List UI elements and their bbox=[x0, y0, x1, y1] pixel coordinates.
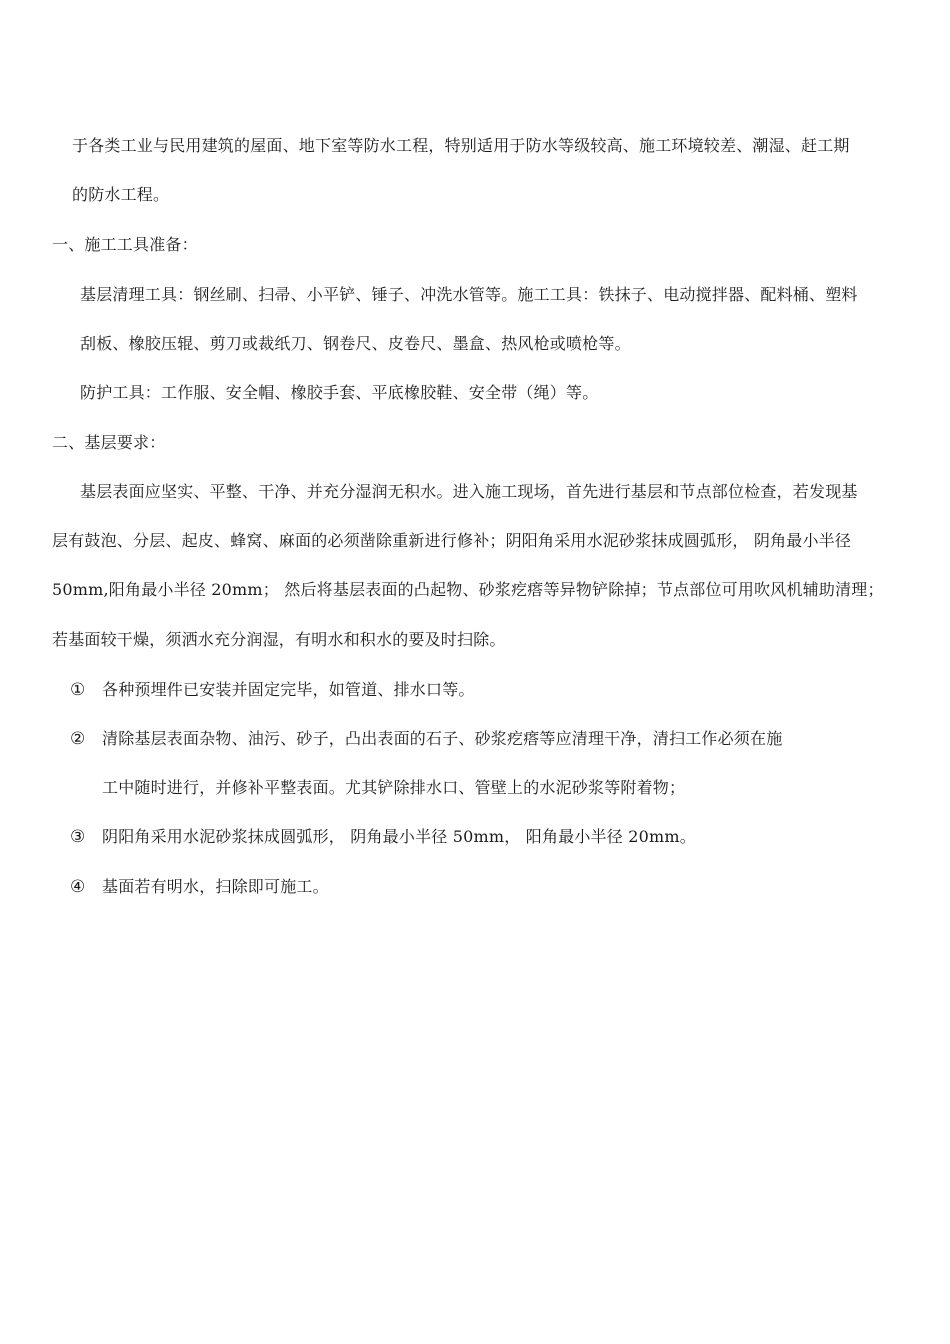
base-para-line-4: 若基面较干燥，须洒水充分润湿，有明水和积水的要及时扫除。 bbox=[52, 630, 506, 649]
item-marker: ④ bbox=[70, 877, 86, 897]
item-marker: ① bbox=[70, 680, 86, 700]
item-text: 清除基层表面杂物、油污、砂子，凸出表面的石子、砂浆疙瘩等应清理干净，清扫工作必须在施 bbox=[102, 729, 783, 748]
item-text: 各种预埋件已安装并固定完毕，如管道、排水口等。 bbox=[102, 680, 475, 699]
tools-line-1: 基层清理工具：钢丝刷、扫帚、小平铲、锤子、冲洗水管等。施工工具：铁抹子、电动搅拌器、配料桶、塑料 bbox=[80, 285, 858, 304]
intro-line-1: 于各类工业与民用建筑的屋面、地下室等防水工程，特别适用于防水等级较高、施工环境较差、潮湿、赶工期 bbox=[72, 136, 850, 155]
base-para-line-2: 层有鼓泡、分层、起皮、蜂窝、麻面的必须凿除重新进行修补；阴阳角采用水泥砂浆抹成圆弧形， 阴角最小半径 bbox=[52, 531, 852, 550]
base-para-line-1: 基层表面应坚实、平整、干净、并充分湿润无积水。进入施工现场，首先进行基层和节点部位检查，若发现基 bbox=[80, 482, 858, 501]
section-heading-tools: 一、施工工具准备： bbox=[52, 235, 198, 254]
section-heading-base: 二、基层要求： bbox=[52, 433, 166, 452]
item-marker: ② bbox=[70, 729, 86, 749]
protect-tools-line: 防护工具：工作服、安全帽、橡胶手套、平底橡胶鞋、安全带（绳）等。 bbox=[80, 383, 599, 402]
item-text-continued: 工中随时进行，并修补平整表面。尤其铲除排水口、管壁上的水泥砂浆等附着物； bbox=[102, 778, 686, 797]
tools-line-2: 刮板、橡胶压辊、剪刀或裁纸刀、钢卷尺、皮卷尺、墨盒、热风枪或喷枪等。 bbox=[80, 334, 631, 353]
item-text: 基面若有明水，扫除即可施工。 bbox=[102, 877, 329, 896]
item-text: 阴阳角采用水泥砂浆抹成圆弧形， 阴角最小半径 50mm， 阳角最小半径 20mm。 bbox=[102, 827, 696, 846]
item-marker: ③ bbox=[70, 827, 86, 847]
intro-line-2: 的防水工程。 bbox=[72, 185, 170, 204]
base-para-line-3: 50mm,阳角最小半径 20mm； 然后将基层表面的凸起物、砂浆疙瘩等异物铲除掉；节点部位可用吹风机辅助清理； bbox=[52, 580, 884, 599]
